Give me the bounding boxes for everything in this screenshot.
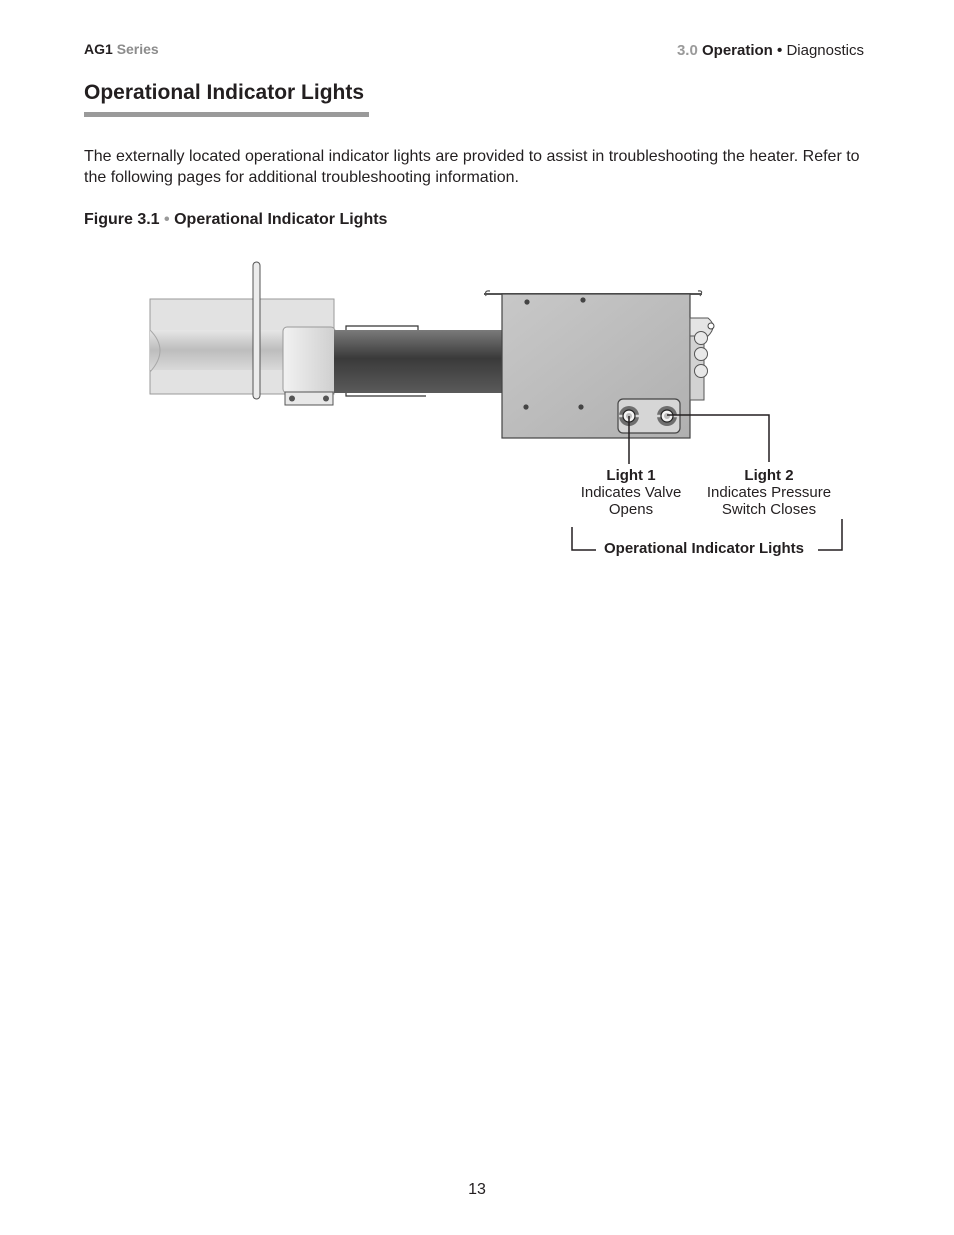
pipe-collar xyxy=(283,327,335,405)
light-1-callout xyxy=(566,467,696,518)
side-bracket xyxy=(690,318,714,400)
series-brand: AG1 xyxy=(84,41,113,57)
series-word: Series xyxy=(116,41,159,57)
mounting-strap xyxy=(253,262,260,399)
section-number: 3.0 xyxy=(676,42,698,59)
light-2-desc-line2: Switch Closes xyxy=(721,501,817,518)
group-callout-label: Operational Indicator Lights xyxy=(596,540,812,557)
burner-tube xyxy=(334,326,504,396)
section-sub: Diagnostics xyxy=(786,42,864,59)
light-2-callout xyxy=(699,467,839,518)
light-2-name: Light 2 xyxy=(744,467,794,484)
light-2-icon xyxy=(657,406,677,426)
section-name: Operation xyxy=(702,42,773,59)
light-1-desc-line2: Opens xyxy=(608,501,654,518)
page-title: Operational Indicator Lights xyxy=(84,81,365,104)
light-1-name: Light 1 xyxy=(606,467,656,484)
figure-label: Figure 3.1 xyxy=(84,211,160,228)
section-bullet: • xyxy=(777,42,783,59)
figure-bullet: • xyxy=(164,211,170,228)
indicator-light-panel xyxy=(618,399,680,433)
light-2-desc-line1: Indicates Pressure xyxy=(706,484,832,501)
figure-title: Operational Indicator Lights xyxy=(174,211,388,228)
intro-paragraph: The externally located operational indicator lights are provided to assist in troubleshooting the heater. Refer to the following pages for additional troubleshooting information. xyxy=(84,148,860,186)
light-1-desc-line1: Indicates Valve xyxy=(580,484,682,501)
page-number: 13 xyxy=(468,1181,486,1198)
